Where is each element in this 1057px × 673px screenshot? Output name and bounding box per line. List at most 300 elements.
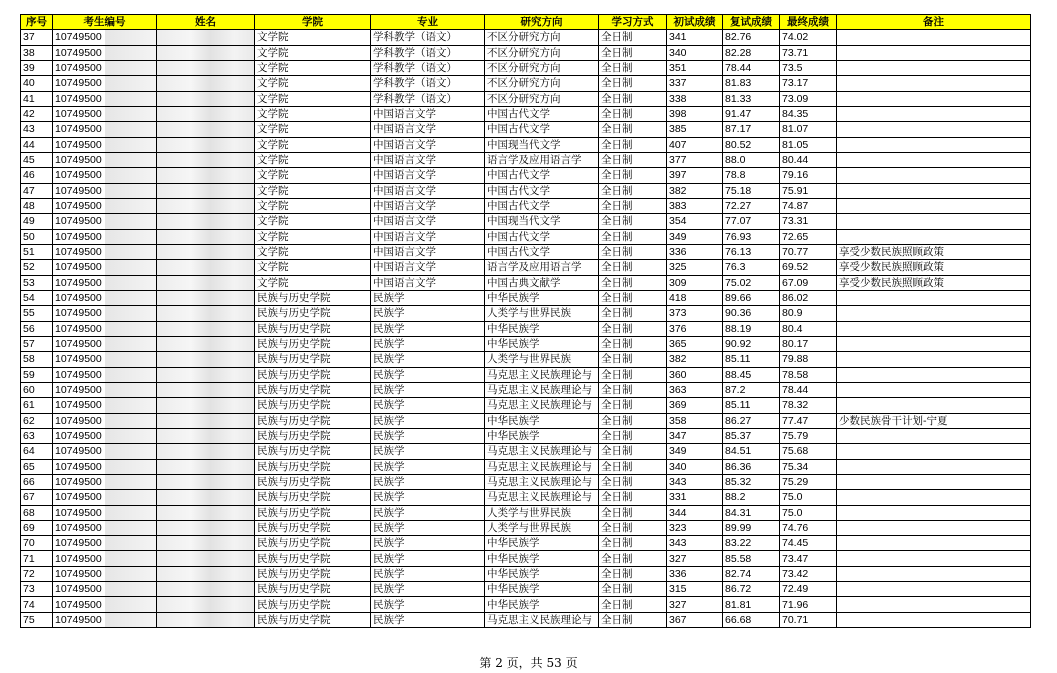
cell-index: 54	[21, 290, 53, 305]
cell-retest-score: 82.76	[723, 30, 780, 45]
cell-remarks	[837, 91, 1031, 106]
cell-college: 文学院	[255, 260, 371, 275]
cell-college: 民族与历史学院	[255, 352, 371, 367]
cell-final-score: 74.76	[780, 520, 837, 535]
cell-research-direction: 中国古代文学	[485, 122, 599, 137]
cell-exam-id: 10749500	[53, 137, 157, 152]
cell-study-mode: 全日制	[599, 459, 667, 474]
cell-name	[157, 106, 255, 121]
cell-exam-id: 10749500	[53, 612, 157, 627]
cell-index: 40	[21, 76, 53, 91]
cell-final-score: 79.88	[780, 352, 837, 367]
cell-study-mode: 全日制	[599, 106, 667, 121]
table-row	[21, 45, 1031, 60]
cell-college: 民族与历史学院	[255, 490, 371, 505]
cell-name	[157, 474, 255, 489]
cell-exam-id: 10749500	[53, 536, 157, 551]
header-cell-final-score: 最终成绩	[780, 15, 837, 30]
cell-study-mode: 全日制	[599, 183, 667, 198]
header-cell-study-mode: 学习方式	[599, 15, 667, 30]
cell-study-mode: 全日制	[599, 566, 667, 581]
cell-college: 文学院	[255, 168, 371, 183]
cell-index: 42	[21, 106, 53, 121]
cell-name	[157, 244, 255, 259]
cell-study-mode: 全日制	[599, 398, 667, 413]
cell-index: 45	[21, 152, 53, 167]
cell-name	[157, 45, 255, 60]
cell-remarks	[837, 30, 1031, 45]
cell-index: 43	[21, 122, 53, 137]
cell-retest-score: 72.27	[723, 198, 780, 213]
cell-research-direction: 马克思主义民族理论与	[485, 367, 599, 382]
cell-retest-score: 81.33	[723, 91, 780, 106]
cell-initial-score: 383	[667, 198, 723, 213]
cell-remarks	[837, 551, 1031, 566]
cell-exam-id: 10749500	[53, 428, 157, 443]
cell-name	[157, 505, 255, 520]
cell-major: 民族学	[371, 382, 485, 397]
cell-exam-id: 10749500	[53, 91, 157, 106]
cell-research-direction: 马克思主义民族理论与	[485, 382, 599, 397]
cell-retest-score: 87.2	[723, 382, 780, 397]
cell-initial-score: 351	[667, 60, 723, 75]
cell-major: 中国语言文学	[371, 275, 485, 290]
cell-initial-score: 349	[667, 229, 723, 244]
cell-name	[157, 321, 255, 336]
cell-major: 中国语言文学	[371, 137, 485, 152]
cell-research-direction: 不区分研究方向	[485, 91, 599, 106]
cell-college: 文学院	[255, 198, 371, 213]
cell-final-score: 81.07	[780, 122, 837, 137]
cell-name	[157, 382, 255, 397]
cell-index: 62	[21, 413, 53, 428]
cell-college: 民族与历史学院	[255, 336, 371, 351]
cell-name	[157, 352, 255, 367]
cell-college: 民族与历史学院	[255, 597, 371, 612]
cell-final-score: 81.05	[780, 137, 837, 152]
table-row	[21, 367, 1031, 382]
table-row	[21, 505, 1031, 520]
cell-retest-score: 76.3	[723, 260, 780, 275]
cell-exam-id: 10749500	[53, 275, 157, 290]
cell-research-direction: 人类学与世界民族	[485, 352, 599, 367]
cell-remarks	[837, 428, 1031, 443]
cell-college: 民族与历史学院	[255, 551, 371, 566]
cell-remarks	[837, 520, 1031, 535]
cell-research-direction: 语言学及应用语言学	[485, 152, 599, 167]
cell-remarks	[837, 505, 1031, 520]
cell-initial-score: 365	[667, 336, 723, 351]
cell-college: 文学院	[255, 183, 371, 198]
cell-remarks: 少数民族骨干计划-宁夏	[837, 413, 1031, 428]
cell-initial-score: 354	[667, 214, 723, 229]
cell-study-mode: 全日制	[599, 505, 667, 520]
cell-initial-score: 376	[667, 321, 723, 336]
cell-final-score: 78.44	[780, 382, 837, 397]
cell-remarks	[837, 321, 1031, 336]
cell-major: 民族学	[371, 520, 485, 535]
cell-remarks	[837, 582, 1031, 597]
table-row	[21, 106, 1031, 121]
cell-final-score: 84.35	[780, 106, 837, 121]
cell-major: 民族学	[371, 582, 485, 597]
cell-final-score: 80.9	[780, 306, 837, 321]
cell-study-mode: 全日制	[599, 198, 667, 213]
cell-major: 中国语言文学	[371, 260, 485, 275]
cell-remarks	[837, 137, 1031, 152]
cell-initial-score: 340	[667, 45, 723, 60]
header-cell-index: 序号	[21, 15, 53, 30]
cell-exam-id: 10749500	[53, 152, 157, 167]
cell-remarks	[837, 60, 1031, 75]
cell-index: 68	[21, 505, 53, 520]
table-row	[21, 60, 1031, 75]
cell-index: 60	[21, 382, 53, 397]
cell-major: 学科教学（语文）	[371, 91, 485, 106]
cell-index: 49	[21, 214, 53, 229]
cell-research-direction: 中国古代文学	[485, 229, 599, 244]
cell-index: 64	[21, 444, 53, 459]
cell-research-direction: 中国现当代文学	[485, 214, 599, 229]
cell-college: 民族与历史学院	[255, 566, 371, 581]
cell-major: 中国语言文学	[371, 152, 485, 167]
table-row	[21, 582, 1031, 597]
cell-exam-id: 10749500	[53, 106, 157, 121]
cell-exam-id: 10749500	[53, 551, 157, 566]
cell-final-score: 78.32	[780, 398, 837, 413]
cell-exam-id: 10749500	[53, 597, 157, 612]
table-row	[21, 597, 1031, 612]
cell-study-mode: 全日制	[599, 612, 667, 627]
cell-study-mode: 全日制	[599, 520, 667, 535]
cell-retest-score: 82.28	[723, 45, 780, 60]
cell-index: 66	[21, 474, 53, 489]
cell-major: 中国语言文学	[371, 183, 485, 198]
cell-index: 69	[21, 520, 53, 535]
table-row	[21, 290, 1031, 305]
cell-research-direction: 不区分研究方向	[485, 45, 599, 60]
table-row	[21, 168, 1031, 183]
cell-index: 38	[21, 45, 53, 60]
cell-exam-id: 10749500	[53, 321, 157, 336]
cell-major: 民族学	[371, 367, 485, 382]
cell-index: 53	[21, 275, 53, 290]
cell-exam-id: 10749500	[53, 76, 157, 91]
cell-major: 学科教学（语文）	[371, 45, 485, 60]
header-row	[21, 15, 1031, 30]
cell-research-direction: 中华民族学	[485, 413, 599, 428]
cell-final-score: 73.17	[780, 76, 837, 91]
cell-major: 民族学	[371, 566, 485, 581]
header-cell-exam-id: 考生编号	[53, 15, 157, 30]
cell-retest-score: 85.32	[723, 474, 780, 489]
cell-exam-id: 10749500	[53, 413, 157, 428]
cell-college: 民族与历史学院	[255, 505, 371, 520]
cell-major: 民族学	[371, 474, 485, 489]
cell-name	[157, 551, 255, 566]
cell-name	[157, 137, 255, 152]
cell-college: 民族与历史学院	[255, 459, 371, 474]
cell-remarks: 享受少数民族照顾政策	[837, 275, 1031, 290]
cell-index: 48	[21, 198, 53, 213]
cell-study-mode: 全日制	[599, 352, 667, 367]
cell-major: 民族学	[371, 490, 485, 505]
cell-study-mode: 全日制	[599, 413, 667, 428]
cell-retest-score: 91.47	[723, 106, 780, 121]
cell-index: 51	[21, 244, 53, 259]
table-row	[21, 214, 1031, 229]
table-row	[21, 229, 1031, 244]
cell-college: 民族与历史学院	[255, 306, 371, 321]
cell-final-score: 72.49	[780, 582, 837, 597]
cell-research-direction: 中华民族学	[485, 428, 599, 443]
cell-initial-score: 344	[667, 505, 723, 520]
cell-college: 文学院	[255, 76, 371, 91]
cell-index: 41	[21, 91, 53, 106]
cell-name	[157, 91, 255, 106]
cell-remarks	[837, 367, 1031, 382]
cell-index: 61	[21, 398, 53, 413]
cell-major: 民族学	[371, 306, 485, 321]
cell-college: 民族与历史学院	[255, 582, 371, 597]
cell-study-mode: 全日制	[599, 260, 667, 275]
table-row	[21, 260, 1031, 275]
cell-research-direction: 中华民族学	[485, 551, 599, 566]
cell-retest-score: 88.2	[723, 490, 780, 505]
cell-study-mode: 全日制	[599, 444, 667, 459]
table-row	[21, 398, 1031, 413]
table-row	[21, 490, 1031, 505]
cell-remarks	[837, 183, 1031, 198]
cell-major: 民族学	[371, 321, 485, 336]
cell-name	[157, 183, 255, 198]
cell-initial-score: 358	[667, 413, 723, 428]
cell-initial-score: 327	[667, 551, 723, 566]
cell-index: 55	[21, 306, 53, 321]
cell-research-direction: 中华民族学	[485, 536, 599, 551]
cell-college: 文学院	[255, 122, 371, 137]
cell-name	[157, 520, 255, 535]
cell-college: 民族与历史学院	[255, 612, 371, 627]
cell-retest-score: 76.13	[723, 244, 780, 259]
cell-final-score: 74.87	[780, 198, 837, 213]
cell-college: 文学院	[255, 244, 371, 259]
cell-index: 39	[21, 60, 53, 75]
cell-remarks	[837, 306, 1031, 321]
cell-study-mode: 全日制	[599, 321, 667, 336]
cell-major: 中国语言文学	[371, 214, 485, 229]
cell-research-direction: 人类学与世界民族	[485, 520, 599, 535]
cell-initial-score: 327	[667, 597, 723, 612]
cell-final-score: 79.16	[780, 168, 837, 183]
cell-research-direction: 中国现当代文学	[485, 137, 599, 152]
cell-retest-score: 88.0	[723, 152, 780, 167]
cell-retest-score: 76.93	[723, 229, 780, 244]
cell-exam-id: 10749500	[53, 122, 157, 137]
header-cell-college: 学院	[255, 15, 371, 30]
cell-initial-score: 369	[667, 398, 723, 413]
cell-name	[157, 60, 255, 75]
cell-final-score: 72.65	[780, 229, 837, 244]
cell-research-direction: 中华民族学	[485, 597, 599, 612]
cell-exam-id: 10749500	[53, 444, 157, 459]
cell-major: 民族学	[371, 290, 485, 305]
cell-initial-score: 336	[667, 244, 723, 259]
cell-study-mode: 全日制	[599, 122, 667, 137]
cell-retest-score: 90.36	[723, 306, 780, 321]
cell-study-mode: 全日制	[599, 597, 667, 612]
cell-index: 50	[21, 229, 53, 244]
cell-major: 中国语言文学	[371, 244, 485, 259]
cell-name	[157, 30, 255, 45]
cell-name	[157, 536, 255, 551]
cell-index: 47	[21, 183, 53, 198]
cell-college: 文学院	[255, 214, 371, 229]
page-footer: 第 2 页，共 53 页	[479, 656, 578, 670]
cell-name	[157, 122, 255, 137]
cell-college: 民族与历史学院	[255, 398, 371, 413]
cell-final-score: 73.5	[780, 60, 837, 75]
cell-initial-score: 315	[667, 582, 723, 597]
cell-exam-id: 10749500	[53, 244, 157, 259]
cell-remarks	[837, 106, 1031, 121]
cell-major: 中国语言文学	[371, 106, 485, 121]
cell-exam-id: 10749500	[53, 214, 157, 229]
cell-final-score: 73.31	[780, 214, 837, 229]
cell-college: 文学院	[255, 106, 371, 121]
cell-final-score: 78.58	[780, 367, 837, 382]
cell-study-mode: 全日制	[599, 382, 667, 397]
cell-research-direction: 不区分研究方向	[485, 30, 599, 45]
cell-index: 44	[21, 137, 53, 152]
cell-index: 37	[21, 30, 53, 45]
cell-college: 民族与历史学院	[255, 382, 371, 397]
cell-name	[157, 229, 255, 244]
cell-name	[157, 444, 255, 459]
cell-exam-id: 10749500	[53, 582, 157, 597]
cell-research-direction: 中国古代文学	[485, 168, 599, 183]
cell-college: 民族与历史学院	[255, 428, 371, 443]
cell-name	[157, 490, 255, 505]
cell-retest-score: 75.18	[723, 183, 780, 198]
cell-initial-score: 349	[667, 444, 723, 459]
cell-exam-id: 10749500	[53, 367, 157, 382]
cell-index: 67	[21, 490, 53, 505]
cell-initial-score: 336	[667, 566, 723, 581]
cell-research-direction: 马克思主义民族理论与	[485, 474, 599, 489]
cell-retest-score: 85.37	[723, 428, 780, 443]
table-row	[21, 382, 1031, 397]
cell-research-direction: 中华民族学	[485, 321, 599, 336]
cell-major: 民族学	[371, 612, 485, 627]
cell-research-direction: 马克思主义民族理论与	[485, 398, 599, 413]
cell-retest-score: 86.27	[723, 413, 780, 428]
cell-study-mode: 全日制	[599, 582, 667, 597]
cell-initial-score: 363	[667, 382, 723, 397]
cell-remarks	[837, 474, 1031, 489]
cell-research-direction: 中国古典文献学	[485, 275, 599, 290]
cell-retest-score: 85.11	[723, 398, 780, 413]
cell-study-mode: 全日制	[599, 336, 667, 351]
table-row	[21, 244, 1031, 259]
cell-index: 59	[21, 367, 53, 382]
cell-initial-score: 343	[667, 474, 723, 489]
cell-retest-score: 85.58	[723, 551, 780, 566]
table-row	[21, 275, 1031, 290]
cell-major: 学科教学（语文）	[371, 60, 485, 75]
cell-study-mode: 全日制	[599, 244, 667, 259]
cell-research-direction: 马克思主义民族理论与	[485, 490, 599, 505]
cell-index: 58	[21, 352, 53, 367]
cell-exam-id: 10749500	[53, 352, 157, 367]
cell-college: 民族与历史学院	[255, 290, 371, 305]
cell-final-score: 71.96	[780, 597, 837, 612]
cell-major: 中国语言文学	[371, 198, 485, 213]
cell-initial-score: 338	[667, 91, 723, 106]
cell-major: 中国语言文学	[371, 122, 485, 137]
cell-initial-score: 382	[667, 352, 723, 367]
score-table	[20, 14, 1031, 628]
cell-final-score: 75.79	[780, 428, 837, 443]
table-row	[21, 536, 1031, 551]
cell-major: 民族学	[371, 505, 485, 520]
cell-major: 学科教学（语文）	[371, 76, 485, 91]
cell-research-direction: 中华民族学	[485, 566, 599, 581]
cell-remarks	[837, 168, 1031, 183]
cell-research-direction: 中华民族学	[485, 290, 599, 305]
cell-final-score: 73.71	[780, 45, 837, 60]
cell-name	[157, 275, 255, 290]
table-row	[21, 76, 1031, 91]
cell-college: 文学院	[255, 229, 371, 244]
header-cell-major: 专业	[371, 15, 485, 30]
cell-final-score: 77.47	[780, 413, 837, 428]
cell-initial-score: 360	[667, 367, 723, 382]
cell-study-mode: 全日制	[599, 474, 667, 489]
cell-college: 民族与历史学院	[255, 536, 371, 551]
cell-study-mode: 全日制	[599, 137, 667, 152]
cell-initial-score: 385	[667, 122, 723, 137]
cell-retest-score: 82.74	[723, 566, 780, 581]
cell-final-score: 75.29	[780, 474, 837, 489]
cell-college: 文学院	[255, 45, 371, 60]
cell-remarks	[837, 597, 1031, 612]
cell-final-score: 80.17	[780, 336, 837, 351]
cell-final-score: 70.77	[780, 244, 837, 259]
cell-initial-score: 367	[667, 612, 723, 627]
cell-remarks	[837, 398, 1031, 413]
cell-research-direction: 马克思主义民族理论与	[485, 444, 599, 459]
cell-index: 73	[21, 582, 53, 597]
cell-study-mode: 全日制	[599, 275, 667, 290]
cell-major: 民族学	[371, 536, 485, 551]
cell-study-mode: 全日制	[599, 367, 667, 382]
cell-study-mode: 全日制	[599, 306, 667, 321]
cell-major: 中国语言文学	[371, 229, 485, 244]
cell-major: 民族学	[371, 551, 485, 566]
cell-exam-id: 10749500	[53, 183, 157, 198]
cell-study-mode: 全日制	[599, 152, 667, 167]
cell-name	[157, 336, 255, 351]
cell-initial-score: 323	[667, 520, 723, 535]
cell-major: 民族学	[371, 444, 485, 459]
cell-initial-score: 325	[667, 260, 723, 275]
cell-remarks	[837, 45, 1031, 60]
cell-major: 民族学	[371, 428, 485, 443]
cell-retest-score: 90.92	[723, 336, 780, 351]
cell-initial-score: 418	[667, 290, 723, 305]
cell-research-direction: 中国古代文学	[485, 198, 599, 213]
